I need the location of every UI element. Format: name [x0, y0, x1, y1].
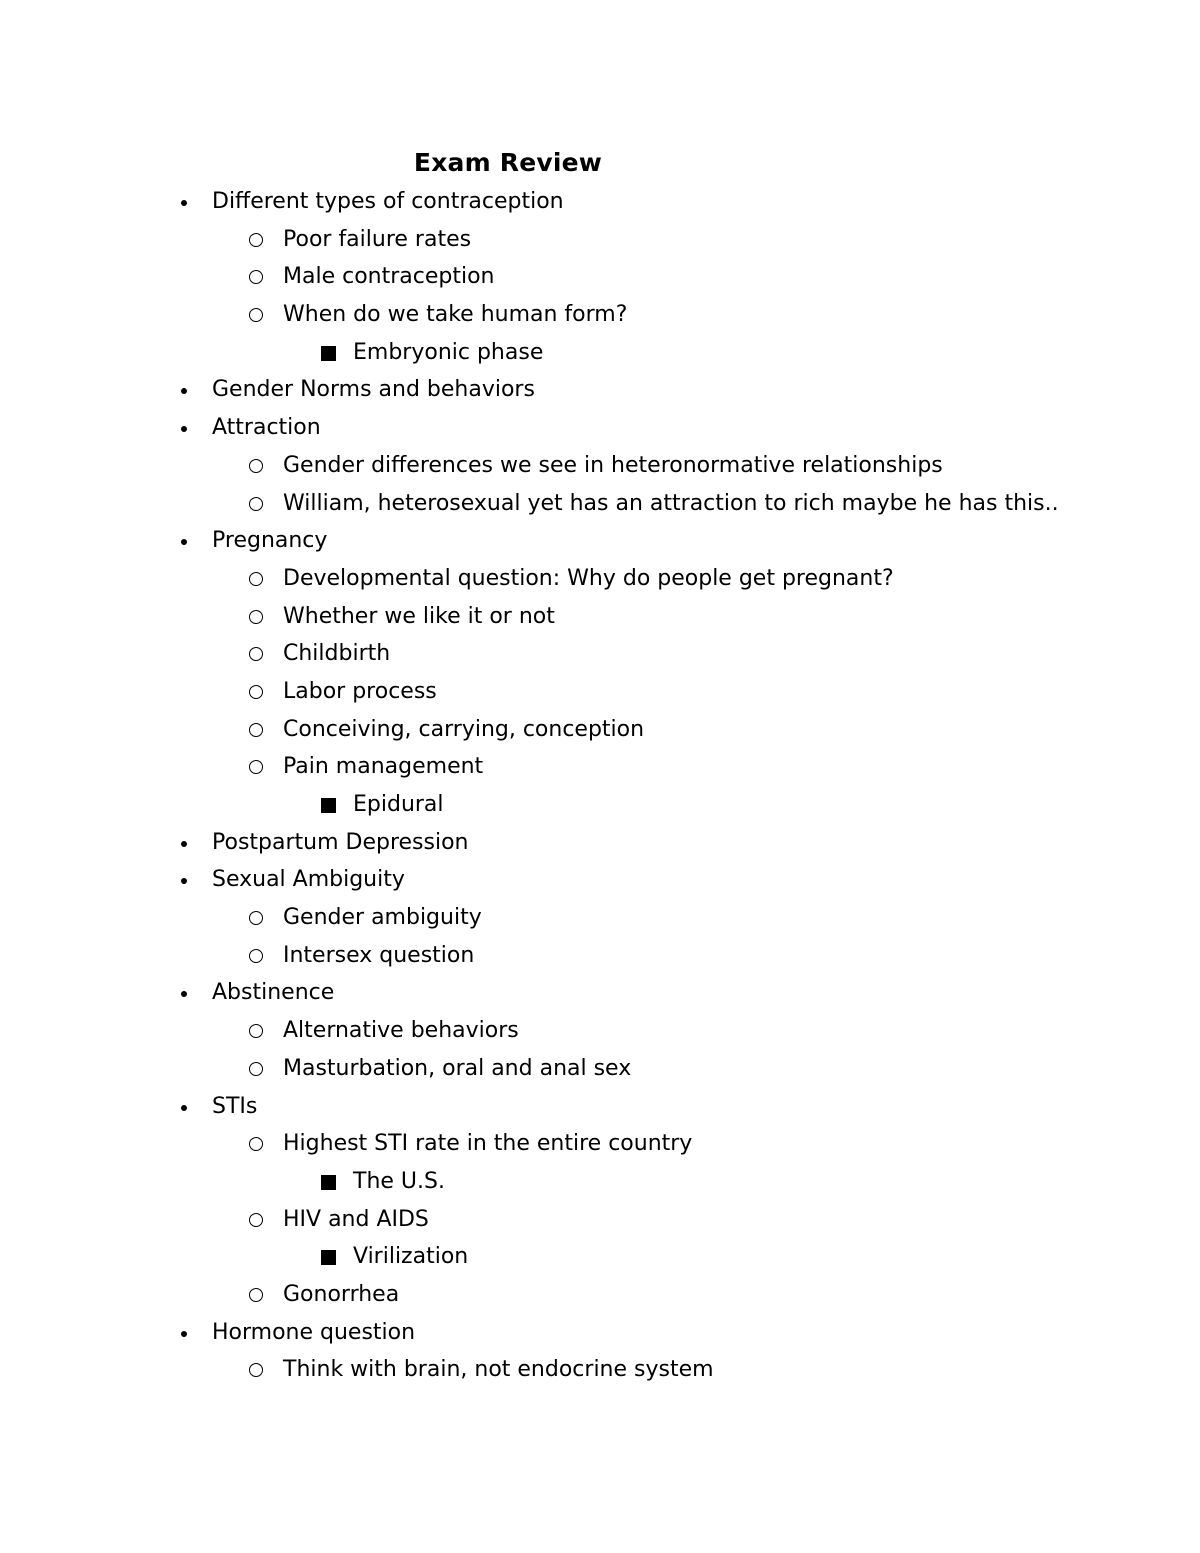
- outline-item-level-1: [0, 409, 1200, 447]
- outline-item-text: Poor failure rates: [283, 226, 472, 252]
- outline-item-text: Embryonic phase: [353, 339, 544, 365]
- hollow-circle-icon: [248, 748, 268, 786]
- filled-dot-icon: [180, 824, 190, 862]
- hollow-circle-icon: [248, 1351, 268, 1389]
- outline-item-level-2: [0, 711, 1200, 749]
- outline-item-text: Attraction: [212, 415, 321, 441]
- outline-item-text: Pain management: [283, 754, 484, 780]
- hollow-circle-icon: [248, 1201, 268, 1239]
- outline-item-level-3: [0, 334, 1200, 372]
- outline-item-text: Gender Norms and behaviors: [212, 377, 535, 403]
- outline-item-text: Male contraception: [283, 264, 495, 290]
- hollow-circle-icon: [248, 296, 268, 334]
- outline-item-level-2: [0, 1012, 1200, 1050]
- outline-item-level-1: [0, 1314, 1200, 1352]
- outline-item-text: Hormone question: [212, 1319, 416, 1345]
- outline-item-text: Abstinence: [212, 980, 335, 1006]
- outline-item-level-1: [0, 522, 1200, 560]
- hollow-circle-icon: [248, 485, 268, 523]
- outline-item-text: William, heterosexual yet has an attraction to rich maybe he has this..: [283, 490, 1059, 516]
- outline-item-level-2: [0, 560, 1200, 598]
- outline-item-text: Gender differences we see in heteronormative relationships: [283, 452, 943, 478]
- outline-item-text: HIV and AIDS: [283, 1206, 429, 1232]
- outline-item-level-2: [0, 673, 1200, 711]
- hollow-circle-icon: [248, 221, 268, 259]
- hollow-circle-icon: [248, 447, 268, 485]
- hollow-circle-icon: [248, 258, 268, 296]
- outline-item-text: Gonorrhea: [283, 1281, 400, 1307]
- hollow-circle-icon: [248, 1012, 268, 1050]
- document-title: Exam Review: [413, 148, 603, 177]
- hollow-circle-icon: [248, 560, 268, 598]
- outline-item-text: Different types of contraception: [212, 189, 564, 214]
- hollow-circle-icon: [248, 1276, 268, 1314]
- outline-item-text: Conceiving, carrying, conception: [283, 716, 645, 742]
- outline-item-level-3: [0, 1163, 1200, 1201]
- outline-item-text: STIs: [212, 1093, 258, 1119]
- outline-item-level-2: [0, 258, 1200, 296]
- outline-item-level-2: [0, 598, 1200, 636]
- hollow-circle-icon: [248, 937, 268, 975]
- outline-item-text: Gender ambiguity: [283, 905, 482, 931]
- outline-item-level-1: [0, 1088, 1200, 1126]
- filled-dot-icon: [180, 1088, 190, 1126]
- outline-item-text: Virilization: [353, 1244, 469, 1270]
- outline-item-level-1: [0, 183, 1200, 221]
- filled-square-icon: [320, 1238, 340, 1276]
- outline-item-text: Highest STI rate in the entire country: [283, 1131, 693, 1157]
- outline-item-level-2: [0, 221, 1200, 259]
- outline-item-text: Intersex question: [283, 942, 475, 968]
- outline-item-level-1: [0, 824, 1200, 862]
- filled-dot-icon: [180, 371, 190, 409]
- outline-item-level-2: [0, 1276, 1200, 1314]
- filled-dot-icon: [180, 183, 190, 221]
- outline-item-text: Postpartum Depression: [212, 829, 469, 855]
- outline-item-text: Masturbation, oral and anal sex: [283, 1055, 632, 1081]
- filled-square-icon: [320, 334, 340, 372]
- outline-item-text: Whether we like it or not: [283, 603, 555, 629]
- outline-item-text: Developmental question: Why do people get pregnant?: [283, 565, 894, 591]
- filled-dot-icon: [180, 861, 190, 899]
- outline-item-text: Alternative behaviors: [283, 1018, 519, 1044]
- outline-list: [0, 183, 1200, 1389]
- filled-square-icon: [320, 786, 340, 824]
- filled-dot-icon: [180, 522, 190, 560]
- outline-item-level-1: [0, 861, 1200, 899]
- hollow-circle-icon: [248, 598, 268, 636]
- filled-dot-icon: [180, 1314, 190, 1352]
- hollow-circle-icon: [248, 1050, 268, 1088]
- outline-item-level-3: [0, 786, 1200, 824]
- outline-item-level-2: [0, 937, 1200, 975]
- outline-item-level-2: [0, 1351, 1200, 1389]
- outline-item-level-3: [0, 1238, 1200, 1276]
- outline-item-text: Labor process: [283, 678, 437, 704]
- outline-item-level-2: [0, 296, 1200, 334]
- filled-square-icon: [320, 1163, 340, 1201]
- outline-item-level-2: [0, 447, 1200, 485]
- hollow-circle-icon: [248, 635, 268, 673]
- hollow-circle-icon: [248, 1125, 268, 1163]
- outline-item-text: Pregnancy: [212, 528, 328, 554]
- hollow-circle-icon: [248, 711, 268, 749]
- outline-item-level-2: [0, 899, 1200, 937]
- hollow-circle-icon: [248, 899, 268, 937]
- outline-item-level-2: [0, 485, 1200, 523]
- outline-item-level-1: [0, 371, 1200, 409]
- outline-item-level-2: [0, 1201, 1200, 1239]
- outline-item-level-2: [0, 635, 1200, 673]
- hollow-circle-icon: [248, 673, 268, 711]
- outline-item-level-2: [0, 1125, 1200, 1163]
- outline-item-text: Sexual Ambiguity: [212, 867, 405, 893]
- outline-item-level-2: [0, 748, 1200, 786]
- outline-item-text: The U.S.: [353, 1168, 445, 1194]
- filled-dot-icon: [180, 974, 190, 1012]
- outline-item-text: When do we take human form?: [283, 302, 628, 328]
- outline-item-text: Think with brain, not endocrine system: [283, 1357, 714, 1383]
- outline-item-text: Epidural: [353, 792, 444, 817]
- outline-item-text: Childbirth: [283, 641, 391, 667]
- filled-dot-icon: [180, 409, 190, 447]
- outline-item-level-2: [0, 1050, 1200, 1088]
- outline-item-level-1: [0, 974, 1200, 1012]
